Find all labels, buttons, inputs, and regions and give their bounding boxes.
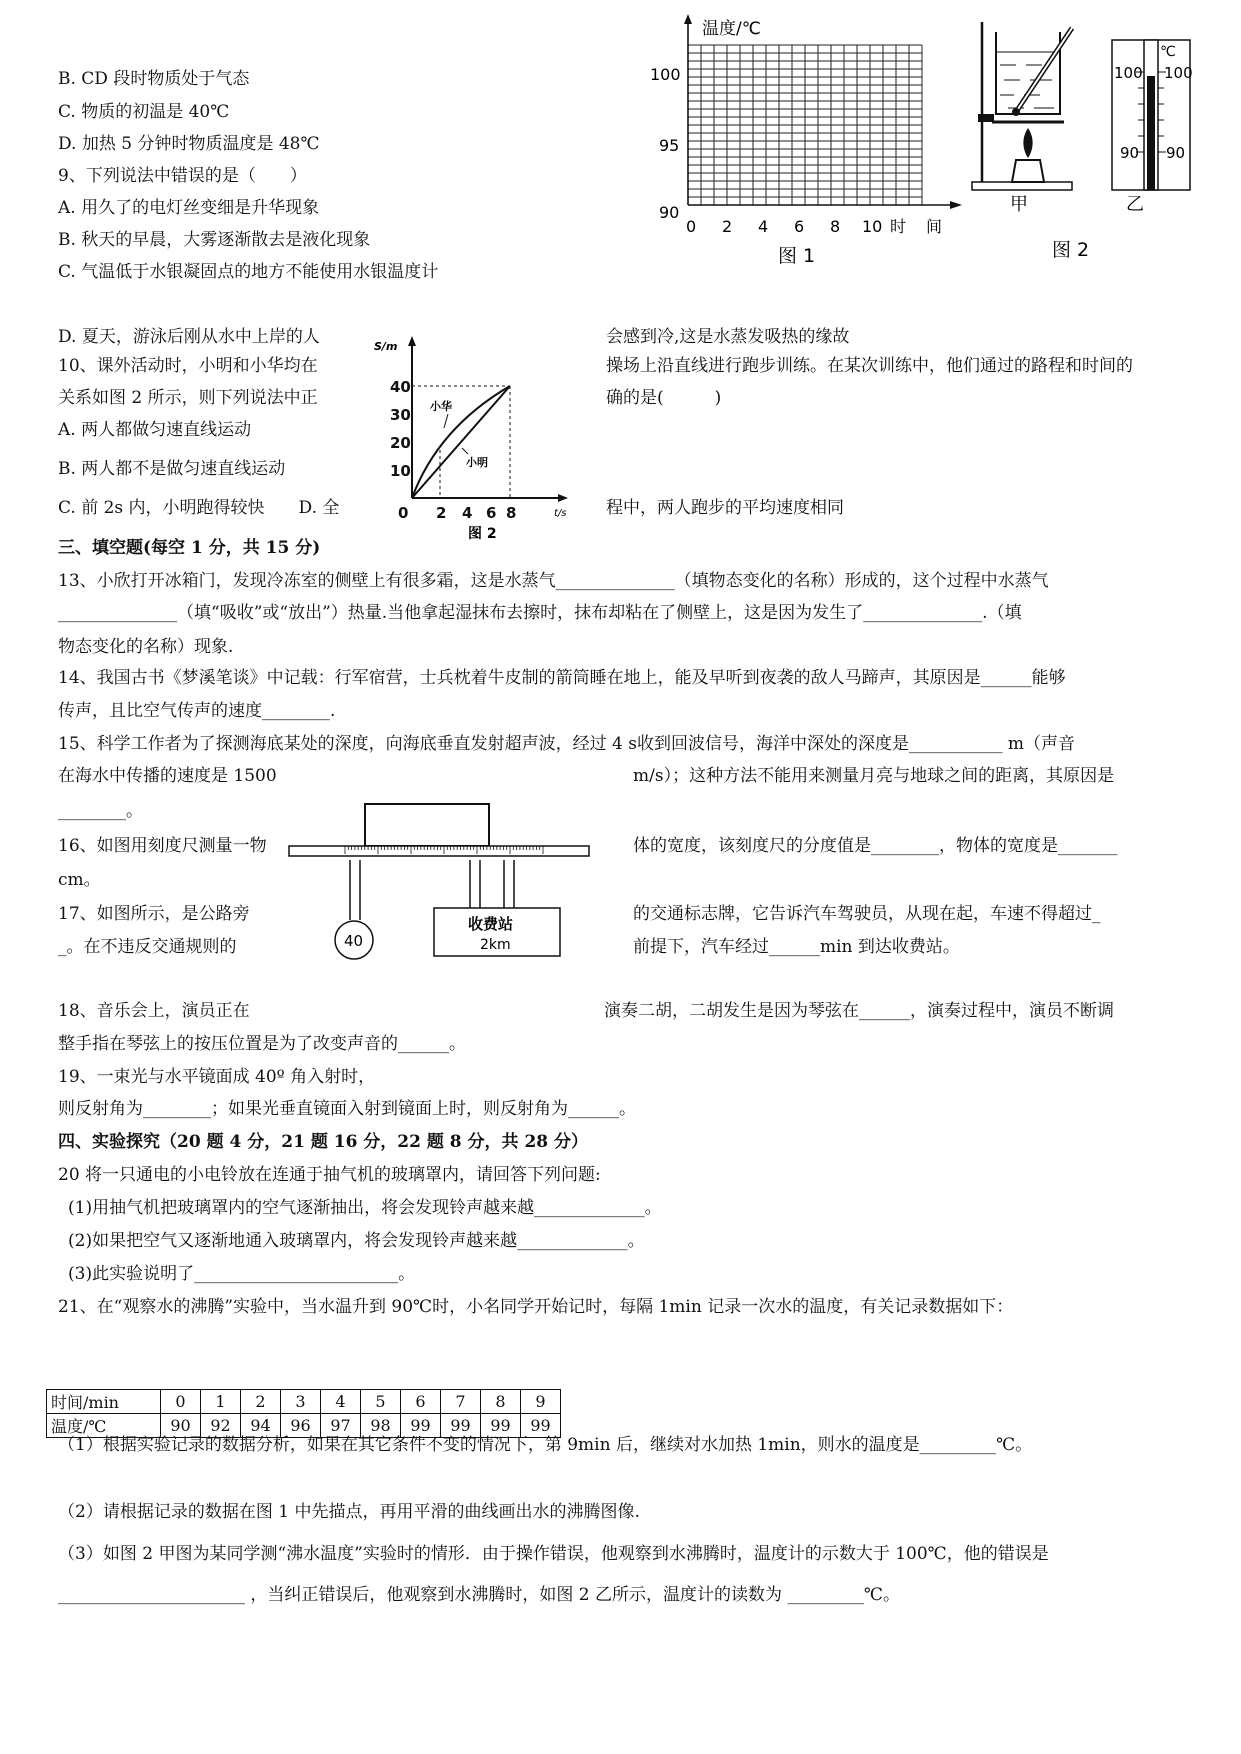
label-yi: 乙 — [1126, 194, 1144, 215]
x-tick-label: 6 — [794, 217, 805, 236]
y-axis-label: S/m — [374, 340, 398, 353]
figure-1-grid — [650, 10, 970, 270]
q21-part3-line1: （3）如图 2 甲图为某同学测“沸水温度”实验时的情形．由于操作错误，他观察到水沸腾时，温度计的示数大于 100℃，他的错误是 — [58, 1544, 1049, 1564]
q8-option-b: B. CD 段时物质处于气态 — [58, 69, 250, 89]
q21-part3-line2: ______________________ ，当纠正错误后，他观察到水沸腾时，如图 2 乙所示，温度计的读数为 _________℃。 — [58, 1585, 900, 1605]
x-axis-label: t/s — [554, 508, 567, 519]
clamp — [978, 114, 994, 122]
grid-lines — [688, 45, 922, 205]
table-cell: 1 — [201, 1390, 241, 1414]
y-axis-arrow — [684, 14, 692, 24]
q16-line1-right: 体的宽度，该刻度尺的分度值是________，物体的宽度是_______ — [633, 836, 1118, 856]
flame — [1023, 128, 1032, 158]
x-tick-label: 4 — [462, 504, 473, 522]
table-cell: 92 — [201, 1414, 241, 1438]
q18-line1-right: 演奏二胡，二胡发生是因为琴弦在______，演奏过程中，演员不断调 — [604, 1001, 1114, 1021]
boiling-data-table — [46, 1389, 561, 1438]
q9-option-b: B. 秋天的早晨，大雾逐渐散去是液化现象 — [58, 230, 371, 250]
table-cell: 98 — [361, 1414, 401, 1438]
stand-base — [972, 182, 1072, 190]
y-tick-label: 40 — [390, 378, 411, 396]
q15-line2-left: 在海水中传播的速度是 1500 — [58, 766, 277, 786]
table-header-temp: 温度/℃ — [47, 1414, 161, 1438]
figure-1-caption: 图 1 — [778, 245, 816, 267]
table-cell: 90 — [161, 1414, 201, 1438]
q14-line2: 传声，且比空气传声的速度________. — [58, 701, 336, 721]
distance-time-graph — [368, 332, 578, 542]
q20-part2: (2)如果把空气又逐渐地通入玻璃罩内，将会发现铃声越来越_____________。 — [68, 1231, 645, 1251]
label-xiaoming: 小明 — [466, 456, 488, 469]
x-tick-label: 2 — [722, 217, 733, 236]
graph-caption: 图 2 — [468, 526, 497, 542]
x-tick-label: 10 — [862, 217, 883, 236]
traffic-sign-figure — [330, 860, 600, 968]
y-tick-label: 90 — [659, 203, 680, 222]
x-axis-arrow — [558, 494, 568, 502]
table-cell: 2 — [241, 1390, 281, 1414]
q18-line1-left: 18、音乐会上，演员正在 — [58, 1001, 250, 1021]
q17-line1-right: 的交通标志牌，它告诉汽车驾驶员，从现在起，车速不得超过_ — [633, 904, 1101, 924]
q10-stem2-right: 确的是( ) — [606, 388, 722, 408]
table-cell: 99 — [401, 1414, 441, 1438]
q10-stem-right: 操场上沿直线进行跑步训练。在某次训练中，他们通过的路程和时间的 — [606, 356, 1133, 376]
x-axis-label-a: 时 — [890, 217, 907, 236]
figure-2-apparatus — [968, 10, 1203, 270]
q15-line1: 15、科学工作者为了探测海底某处的深度，向海底垂直发射超声波，经过 4 s收到回波信号，海洋中深处的深度是___________ m（声音 — [58, 734, 1076, 754]
q17-line2-right: 前提下，汽车经过______min 到达收费站。 — [633, 937, 960, 957]
scale-100-right: 100 — [1164, 64, 1193, 82]
q10-option-b: B. 两人都不是做匀速直线运动 — [58, 459, 286, 479]
table-cell: 4 — [321, 1390, 361, 1414]
thermometer-bulb — [1012, 108, 1020, 116]
table-cell: 7 — [441, 1390, 481, 1414]
q21-stem: 21、在“观察水的沸腾”实验中，当水温升到 90℃时，小名同学开始记时，每隔 1min 记录一次水的温度，有关记录数据如下： — [58, 1297, 1014, 1317]
speed-limit-value: 40 — [344, 932, 364, 950]
q9-option-c: C. 气温低于水银凝固点的地方不能使用水银温度计 — [58, 262, 439, 282]
y-tick-label: 95 — [659, 136, 680, 155]
label-xiaohua: 小华 — [430, 400, 452, 413]
q18-line2: 整手指在琴弦上的按压位置是为了改变声音的______。 — [58, 1034, 466, 1054]
ruler-figure — [285, 802, 595, 868]
section-3-heading: 三、填空题(每空 1 分，共 15 分) — [58, 538, 321, 558]
q10-stem2-left: 关系如图 2 所示，则下列说法中正 — [58, 388, 318, 408]
alcohol-lamp — [1012, 160, 1044, 182]
y-tick-label: 20 — [390, 434, 411, 452]
x-axis-arrow — [950, 201, 962, 209]
y-tick-label: 100 — [650, 65, 681, 84]
y-axis-arrow — [408, 336, 416, 346]
table-header-time: 时间/min — [47, 1390, 161, 1414]
table-cell: 99 — [441, 1414, 481, 1438]
table-cell: 9 — [521, 1390, 561, 1414]
q20-part1: (1)用抽气机把玻璃罩内的空气逐渐抽出，将会发现铃声越来越_____________。 — [68, 1198, 662, 1218]
figure-2-caption: 图 2 — [1052, 239, 1090, 261]
q17-line1-left: 17、如图所示，是公路旁 — [58, 904, 250, 924]
scale-100-left: 100 — [1114, 64, 1143, 82]
x-tick-label: 0 — [398, 504, 409, 522]
q20-part3: (3)此实验说明了________________________。 — [68, 1264, 416, 1284]
line-xiaoming — [412, 386, 510, 498]
scale-90-left: 90 — [1120, 144, 1140, 162]
x-axis-label-b: 间 — [926, 217, 943, 236]
q10-option-a: A. 两人都做匀速直线运动 — [58, 420, 252, 440]
beaker — [996, 32, 1060, 114]
toll-station-label: 收费站 — [468, 915, 514, 933]
x-tick-label: 2 — [436, 504, 447, 522]
y-tick-label: 10 — [390, 462, 411, 480]
q17-line2-left: _。在不违反交通规则的 — [58, 937, 237, 957]
x-tick-label: 8 — [830, 217, 841, 236]
q14-line1: 14、我国古书《梦溪笔谈》中记载：行军宿营，士兵枕着牛皮制的箭筒睡在地上，能及早听到夜袭的敌人马蹄声，其原因是______能够 — [58, 668, 1066, 688]
unit-label: ℃ — [1160, 44, 1176, 60]
q15-line3: ________。 — [58, 801, 143, 821]
q10-option-c-right: 程中，两人跑步的平均速度相同 — [606, 498, 844, 518]
q19-line1: 19、一束光与水平镜面成 40º 角入射时， — [58, 1067, 376, 1087]
mercury-column — [1147, 76, 1155, 190]
q9-option-d-left: D. 夏天，游泳后刚从水中上岸的人 — [58, 327, 320, 347]
q9-stem: 9、下列说法中错误的是（ ） — [58, 166, 307, 186]
q21-part2: （2）请根据记录的数据在图 1 中先描点，再用平滑的曲线画出水的沸腾图像. — [58, 1502, 640, 1522]
table-row-time — [47, 1390, 561, 1414]
q16-line1-left: 16、如图用刻度尺测量一物 — [58, 836, 267, 856]
q20-stem: 20 将一只通电的小电铃放在连通于抽气机的玻璃罩内，请回答下列问题: — [58, 1165, 601, 1185]
q13-line2: ______________（填“吸收”或“放出”）热量.当他拿起湿抹布去擦时，抹布却粘在了侧壁上，这是因为发生了______________.（填 — [58, 603, 1022, 623]
q16-line2: cm。 — [58, 870, 101, 890]
x-tick-label: 8 — [506, 504, 517, 522]
scale-90-right: 90 — [1166, 144, 1186, 162]
table-cell: 96 — [281, 1414, 321, 1438]
table-cell: 99 — [521, 1414, 561, 1438]
y-tick-label: 30 — [390, 406, 411, 424]
table-cell: 94 — [241, 1414, 281, 1438]
table-cell: 0 — [161, 1390, 201, 1414]
q9-option-d-right: 会感到冷,这是水蒸发吸热的缘故 — [606, 327, 850, 347]
q10-option-c-left: C. 前 2s 内，小明跑得较快 D. 全 — [58, 498, 340, 518]
q19-line2: 则反射角为________；如果光垂直镜面入射到镜面上时，则反射角为______。 — [58, 1099, 636, 1119]
q9-option-a: A. 用久了的电灯丝变细是升华现象 — [58, 198, 320, 218]
table-cell: 99 — [481, 1414, 521, 1438]
x-tick-label: 0 — [686, 217, 697, 236]
q21-part1: （1）根据实验记录的数据分析，如果在其它条件不变的情况下，第 9min 后，继续对水加热 1min，则水的温度是_________℃。 — [58, 1435, 1033, 1455]
q8-option-c: C. 物质的初温是 40℃ — [58, 102, 230, 122]
label-jia: 甲 — [1010, 194, 1028, 215]
table-cell: 5 — [361, 1390, 401, 1414]
x-tick-label: 6 — [486, 504, 497, 522]
section-4-heading: 四、实验探究（20 题 4 分，21 题 16 分，22 题 8 分，共 28 分） — [58, 1132, 589, 1152]
y-axis-label: 温度/℃ — [702, 19, 761, 39]
table-cell: 97 — [321, 1414, 361, 1438]
q13-line1: 13、小欣打开冰箱门，发现冷冻室的侧壁上有很多霜，这是水蒸气______________（填物态变化的名称）形成的，这个过程中水蒸气 — [58, 571, 1049, 591]
q10-stem-left: 10、课外活动时，小明和小华均在 — [58, 356, 318, 376]
x-tick-label: 4 — [758, 217, 769, 236]
toll-distance: 2km — [480, 937, 511, 953]
q8-option-d: D. 加热 5 分钟时物质温度是 48℃ — [58, 134, 320, 154]
table-cell: 3 — [281, 1390, 321, 1414]
table-cell: 8 — [481, 1390, 521, 1414]
ruler — [289, 846, 589, 856]
q15-line2-right: m/s）；这种方法不能用来测量月亮与地球之间的距离，其原因是 — [633, 766, 1115, 786]
q13-line3: 物态变化的名称）现象. — [58, 637, 234, 657]
measured-block — [365, 804, 489, 846]
table-cell: 6 — [401, 1390, 441, 1414]
